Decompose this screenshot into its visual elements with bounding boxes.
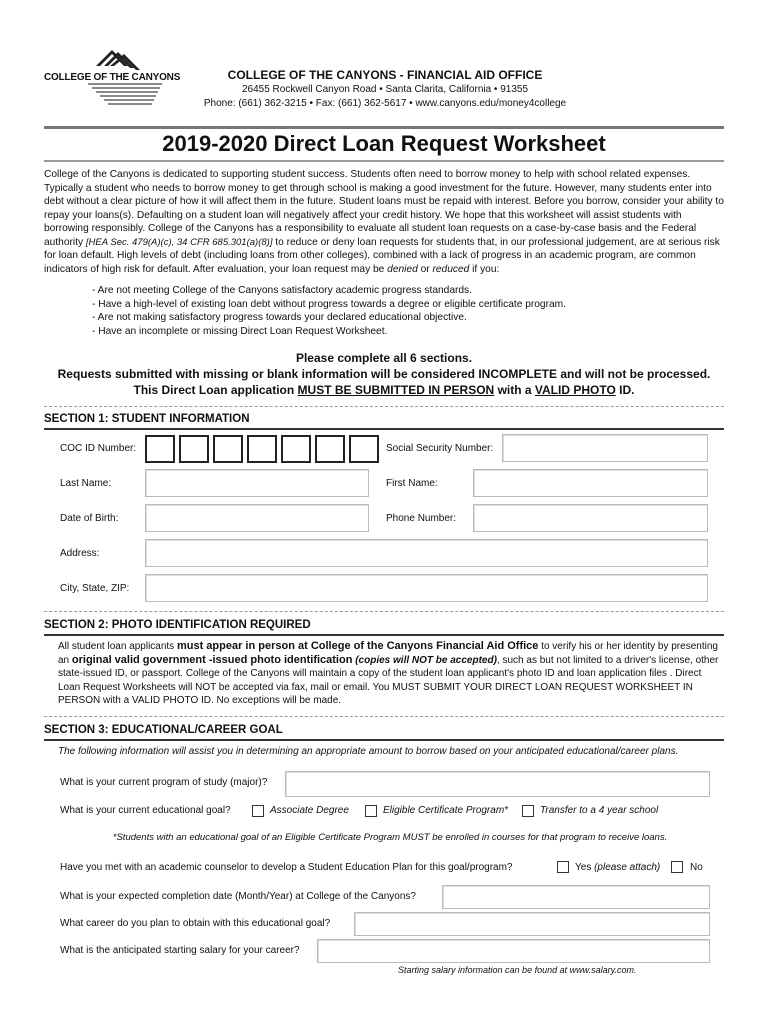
office-address: 26455 Rockwell Canyon Road • Santa Clarita, California • 91355 (241, 84, 529, 95)
counselor-no-checkbox[interactable] (671, 861, 683, 873)
last-name-input[interactable] (145, 469, 369, 497)
list-item: - Are not making satisfactory progress towards your declared educational objective. (92, 312, 467, 323)
first-name-input[interactable] (473, 469, 708, 497)
office-name: COLLEGE OF THE CANYONS - FINANCIAL AID OFFICE (227, 68, 543, 82)
city-state-zip-input[interactable] (145, 574, 708, 602)
section-divider (44, 716, 724, 717)
title-divider (44, 160, 724, 162)
goal-question: What is your current educational goal? (60, 805, 231, 816)
top-divider (44, 126, 724, 129)
counselor-question: Have you met with an academic counselor to develop a Student Education Plan for this goal/program? (60, 862, 513, 873)
logo-text: COLLEGE OF THE CANYONS (44, 72, 181, 83)
transfer-label: Transfer to a 4 year school (540, 805, 659, 816)
associate-degree-checkbox[interactable] (252, 805, 264, 817)
section-3-intro: The following information will assist you in determining an appropriate amount to borrow based on your anticipated educational/career plans. (58, 746, 679, 757)
salary-source-note: Starting salary information can be found at www.salary.com. (398, 965, 637, 975)
ssn-input[interactable] (502, 434, 708, 462)
program-input[interactable] (285, 771, 710, 797)
career-input[interactable] (354, 912, 710, 936)
photo-id-requirements: All student loan applicants must appear in person at College of the Canyons Financial Aid Office to verify his or her identity by presenting an original valid government -issued photo identification (copies will NOT be accepted), such as but not limited to a driver's license, other state-issued ID, or passport. College of the Canyons will maintain a copy of the student loan applicant's photo ID and loan application files . Direct Loan Request Worksheets will NOT be accepted via fax, mail or email. You MUST SUBMIT YOUR DIRECT LOAN REQUEST WORKSHEET IN PERSON with a VALID PHOTO ID. No exceptions will be made. (58, 640, 719, 706)
first-name-label: First Name: (386, 478, 438, 489)
intro-paragraph: College of the Canyons is dedicated to supporting student success. Students often need to borrow money to help with school related expenses. Typically a student who needs to borrow money to get through school is making a good investment for the future. However, many students enter into debt without a clear picture of how it will affect them in the future. Student loans must be repaid with interest. Before you borrow, consider your ability to repay your loans(s). Defaulting on a student loan will negatively affect your credit history. We hope that this worksheet will assist students with borrowing responsibly. College of the Canyons has a responsibility to evaluate all student loan requests on a case-by-case basis and the Federal authority [HEA Sec. 479(A)(c), 34 CFR 685.301(a)(8)] to reduce or deny loan requests for students that, in our professional judgement, are at serious risk for loan default. High levels of debt (including loans from other colleges), combined with a lack of progress in an academic program, are common indicators of high risk for default. After evaluation, your loan request may be denied or reduced if you: (44, 169, 724, 275)
salary-question: What is the anticipated starting salary for your career? (60, 945, 300, 956)
list-item: - Have a high-level of existing loan debt without progress towards a degree or eligible certificate program. (92, 298, 566, 310)
counselor-yes-label: Yes (please attach) (575, 862, 661, 873)
section-bar (44, 428, 724, 430)
section-bar (44, 739, 724, 741)
section-1-title: SECTION 1: STUDENT INFORMATION (44, 413, 250, 425)
associate-degree-label: Associate Degree (270, 805, 349, 816)
completion-date-question: What is your expected completion date (Month/Year) at College of the Canyons? (60, 891, 416, 902)
section-bar (44, 634, 724, 636)
section-3-title: SECTION 3: EDUCATIONAL/CAREER GOAL (44, 724, 283, 736)
counselor-yes-checkbox[interactable] (557, 861, 569, 873)
salary-input[interactable] (317, 939, 710, 963)
certificate-program-checkbox[interactable] (365, 805, 377, 817)
office-contact: Phone: (661) 362-3215 • Fax: (661) 362-5617 • www.canyons.edu/money4college (203, 98, 567, 109)
counselor-no-label: No (690, 862, 703, 873)
dob-input[interactable] (145, 504, 369, 532)
program-question: What is your current program of study (major)? (60, 777, 268, 788)
certificate-program-label: Eligible Certificate Program* (383, 805, 509, 816)
completion-date-input[interactable] (442, 885, 710, 909)
address-label: Address: (60, 548, 100, 559)
phone-input[interactable] (473, 504, 708, 532)
section-2-title: SECTION 2: PHOTO IDENTIFICATION REQUIRED (44, 619, 311, 631)
transfer-checkbox[interactable] (522, 805, 534, 817)
city-state-zip-label: City, State, ZIP: (60, 583, 130, 594)
coc-id-label: COC ID Number: (60, 443, 137, 454)
phone-label: Phone Number: (386, 513, 457, 524)
risk-criteria-list (92, 284, 566, 338)
career-question: What career do you plan to obtain with this educational goal? (60, 918, 331, 929)
certificate-note: *Students with an educational goal of an Eligible Certificate Program MUST be enrolled in courses for that program to receive loans. (112, 832, 668, 843)
list-item: - Have an incomplete or missing Direct Loan Request Worksheet. (92, 325, 388, 337)
section-divider (44, 611, 724, 612)
section-divider (44, 406, 724, 407)
dob-label: Date of Birth: (60, 513, 119, 524)
ssn-label: Social Security Number: (386, 443, 494, 454)
list-item: - Are not meeting College of the Canyons satisfactory academic progress standards. (92, 285, 472, 296)
completion-notice: Please complete all 6 sections. Requests submitted with missing or blank information will be considered INCOMPLETE and will not be processed. This Direct Loan application MUST BE SUBMITTED IN PERSON with a VALID PHOTO ID. (57, 351, 711, 397)
page-title: 2019-2020 Direct Loan Request Worksheet (162, 131, 606, 156)
last-name-label: Last Name: (60, 478, 112, 489)
address-input[interactable] (145, 539, 708, 567)
